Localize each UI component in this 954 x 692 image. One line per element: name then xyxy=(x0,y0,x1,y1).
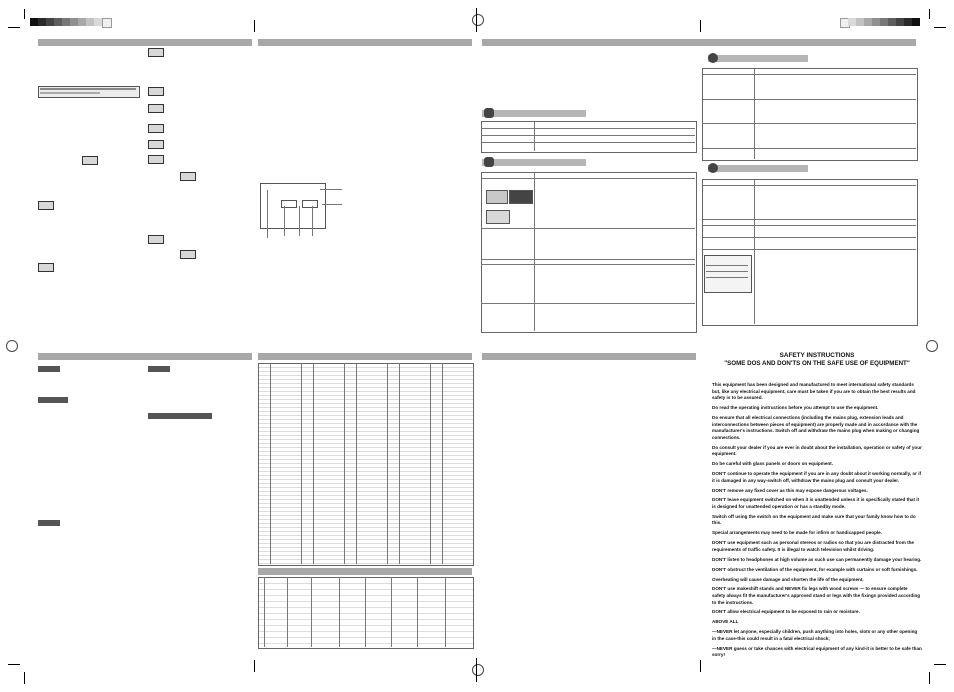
header-bar-page-5 xyxy=(258,353,472,360)
header-bar-page-4 xyxy=(38,353,252,360)
table-d xyxy=(702,179,918,326)
safety-paragraph: ABOVE ALL xyxy=(712,619,739,625)
safety-paragraph: Do read the operating instructions before you attempt to use the equipment. xyxy=(712,405,879,411)
safety-paragraph: This equipment has been designed and manufactured to meet international safety standards but, like any electrical equipment, care must be taken if you are to obtain the best results and safety is to be assured. xyxy=(712,382,916,401)
safety-paragraph: Special arrangements may need to be made for infirm or handicapped people. xyxy=(712,530,883,536)
clear-icon xyxy=(148,235,164,244)
section-header-d xyxy=(708,165,808,172)
section-header-b xyxy=(482,159,586,166)
registration-mark-top xyxy=(472,14,484,26)
header-bar-page-6 xyxy=(482,353,696,360)
safety-paragraph: Do consult your dealer if you are ever in doubt about the installation, operation or safety of your equipment. xyxy=(712,444,922,457)
safety-paragraph: DON'T listen to headphones at high volume as such use can permanently damage your hearing. xyxy=(712,556,922,562)
safety-bullet-list xyxy=(712,629,922,659)
angle-icon xyxy=(148,140,164,149)
registration-mark-left xyxy=(6,340,18,352)
code-table-secondary xyxy=(258,577,474,649)
screen-thumbnail-3 xyxy=(486,210,510,224)
audio-icon xyxy=(148,104,164,113)
menu-icon xyxy=(148,48,164,57)
safety-paragraph: DON'T obstruct the ventilation of the equipment, for example with curtains or soft furnishings. xyxy=(712,566,918,572)
safety-paragraph: Overheating will cause damage and shorten the life of the equipment. xyxy=(712,576,864,582)
safety-paragraph: DON'T remove any fixed cover as this may expose dangerous voltages. xyxy=(712,487,868,493)
safety-paragraph: DON'T continue to operate the equipment if you are in any doubt about it working normally, or if it is damaged in any way-switch off, withdraw the mains plug and consult your dealer. xyxy=(712,471,922,483)
safety-paragraph: DON'T use makeshift stands and NEVER fix legs with wood screws — to ensure complete safety always fit the manufacturer's approved stand or legs with the fixings provided according to the instructions. xyxy=(712,586,921,605)
registration-mark-bottom xyxy=(472,664,484,676)
header-bar-code-table-2 xyxy=(258,568,472,575)
enter-icon xyxy=(180,250,196,259)
safety-bullet: —NEVER let anyone, especially children, push anything into holes, slots or any other opening in the case-this could result in a fatal electrical shock; xyxy=(712,629,918,641)
label-tag-5 xyxy=(148,413,212,419)
safety-bullet: —NEVER guess or take chances with electrical equipment of any kind-it is better to be safe than sorry! xyxy=(712,645,922,658)
label-tag-1 xyxy=(38,366,60,372)
menu-screen-thumbnail xyxy=(704,255,752,293)
safety-paragraph: DON'T use equipment such as personal stereos or radios so that you are distracted from the requirements of traffic safety. It is illegal to watch television whilst driving. xyxy=(712,540,914,552)
label-tag-4 xyxy=(148,366,170,372)
play-icon xyxy=(38,201,54,210)
section-header-c xyxy=(708,55,808,62)
safety-paragraph: DON'T leave equipment switched on when it is unattended unless it is specifically stated that it is designed for unattended operation or has a standby mode. xyxy=(712,497,920,509)
header-bar-page-1 xyxy=(38,39,252,46)
setup-icon xyxy=(148,87,164,96)
label-tag-2 xyxy=(38,397,68,403)
subtitle-icon xyxy=(148,124,164,133)
safety-paragraph: DON'T allow electrical equipment to be exposed to rain or moisture. xyxy=(712,609,860,615)
safety-instructions xyxy=(712,352,922,662)
screen-thumbnail-2 xyxy=(509,190,533,204)
prog-icon xyxy=(148,155,164,164)
section-header-a xyxy=(482,110,586,117)
prog-small-icon xyxy=(180,172,196,181)
label-tag-3 xyxy=(38,520,60,526)
safety-title: SAFETY INSTRUCTIONS xyxy=(779,352,855,359)
stop-icon xyxy=(82,156,98,165)
safety-paragraph: Switch off using the switch on the equipment and make sure that your family know how to do this. xyxy=(712,513,916,526)
screen-thumbnail-1 xyxy=(486,190,508,204)
safety-paragraph: Do be careful with glass panels or doors on equipment. xyxy=(712,461,833,467)
safety-subtitle: "SOME DOS AND DON'TS ON THE SAFE USE OF EQUIPMENT" xyxy=(724,360,910,367)
table-a xyxy=(481,121,697,153)
header-bar-page-2 xyxy=(258,39,472,46)
header-bar-page-3 xyxy=(482,39,916,46)
registration-mark-right xyxy=(926,340,938,352)
safety-paragraph: Do ensure that all electrical connections (including the mains plug, extension leads and interconnections between pieces of equipment) are properly made and in accordance with the manufacturer's instructions. Switch off and withdraw the mains plug when making or changing connections. xyxy=(712,414,920,440)
return-icon xyxy=(38,263,54,272)
